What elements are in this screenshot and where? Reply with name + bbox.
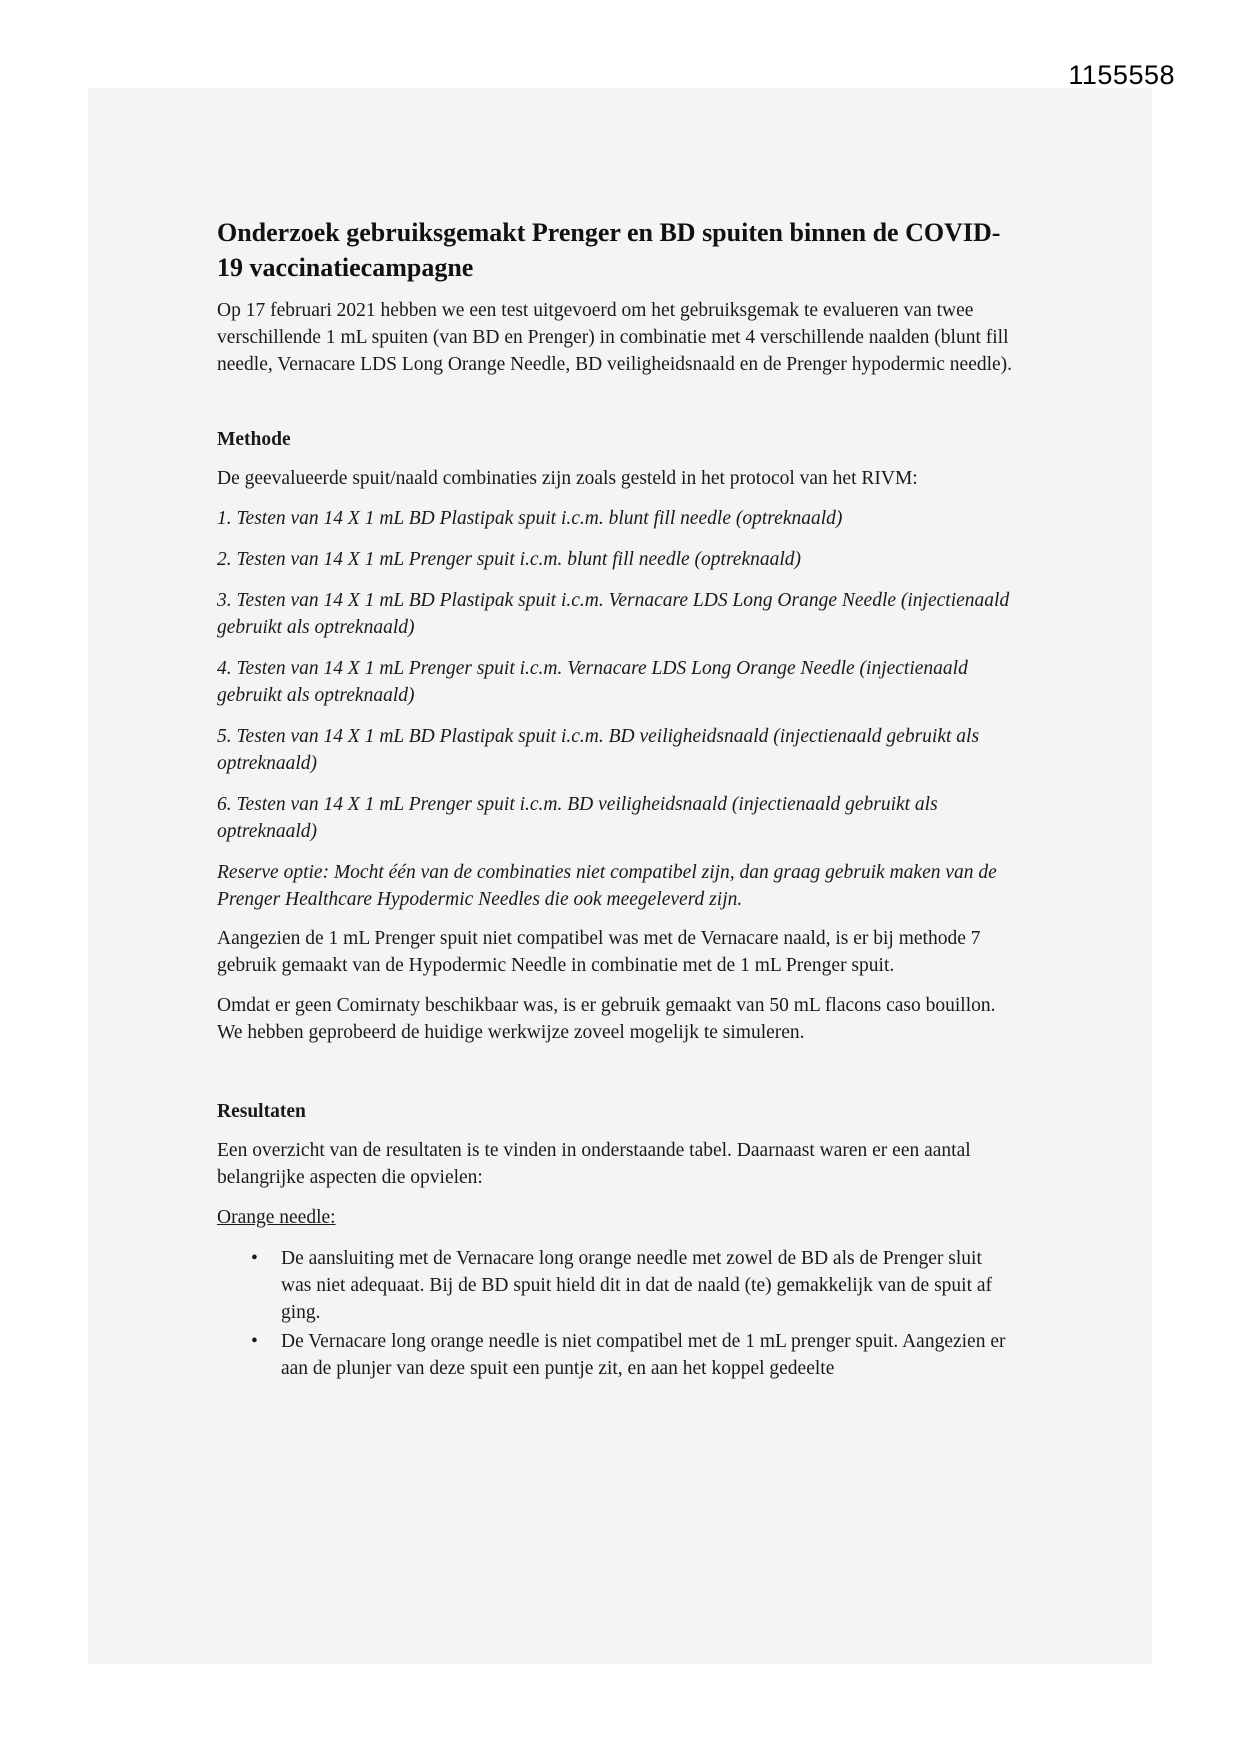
- list-item: [251, 1245, 1017, 1326]
- document-title: Onderzoek gebruiksgemakt Prenger en BD spuiten binnen de COVID-19 vaccinatiecampagne: [217, 218, 1001, 282]
- method-item-4: 4. Testen van 14 X 1 mL Prenger spuit i.c.m. Vernacare LDS Long Orange Needle (injectienaald gebruikt als optreknaald): [217, 658, 968, 706]
- resultaten-lead: Een overzicht van de resultaten is te vinden in onderstaande tabel. Daarnaast waren er een aantal belangrijke aspecten die opvielen:: [217, 1140, 971, 1188]
- bullet-icon: •: [251, 1331, 258, 1352]
- bullet-icon: •: [251, 1248, 258, 1269]
- results-bullet-list: [217, 1245, 1017, 1382]
- document-body: [217, 215, 1017, 1384]
- list-item-text: De Vernacare long orange needle is niet compatibel met de 1 mL prenger spuit. Aangezien er aan de plunjer van deze spuit een puntje zit, en aan het koppel gedeelte: [281, 1331, 1006, 1379]
- list-item: [251, 1328, 1017, 1382]
- methode-lead: De geevalueerde spuit/naald combinaties zijn zoals gesteld in het protocol van het RIVM:: [217, 468, 918, 489]
- document-id: 1155558: [1068, 60, 1175, 90]
- methode-paragraph-1: Aangezien de 1 mL Prenger spuit niet compatibel was met de Vernacare naald, is er bij methode 7 gebruik gemaakt van de Hypodermic Needle in combinatie met de 1 mL Prenger spuit.: [217, 928, 981, 976]
- reserve-option: Reserve optie: Mocht één van de combinaties niet compatibel zijn, dan graag gebruik maken van de Prenger Healthcare Hypodermic Needles die ook meegeleverd zijn.: [217, 862, 997, 910]
- intro-paragraph: Op 17 februari 2021 hebben we een test uitgevoerd om het gebruiksgemak te evalueren van twee verschillende 1 mL spuiten (van BD en Prenger) in combinatie met 4 verschillende naalden (blunt fill needle, Vernacare LDS Long Orange Needle, BD veiligheidsnaald en de Prenger hypodermic needle).: [217, 300, 1013, 375]
- method-item-1: 1. Testen van 14 X 1 mL BD Plastipak spuit i.c.m. blunt fill needle (optreknaald): [217, 508, 843, 529]
- method-item-3: 3. Testen van 14 X 1 mL BD Plastipak spuit i.c.m. Vernacare LDS Long Orange Needle (injectienaald gebruikt als optreknaald): [217, 590, 1010, 638]
- methode-paragraph-2: Omdat er geen Comirnaty beschikbaar was, is er gebruik gemaakt van 50 mL flacons caso bouillon. We hebben geprobeerd de huidige werkwijze zoveel mogelijk te simuleren.: [217, 995, 996, 1043]
- method-item-5: 5. Testen van 14 X 1 mL BD Plastipak spuit i.c.m. BD veiligheidsnaald (injectienaald gebruikt als optreknaald): [217, 726, 980, 774]
- methode-heading: Methode: [217, 429, 291, 450]
- list-item-text: De aansluiting met de Vernacare long orange needle met zowel de BD als de Prenger sluit was niet adequaat. Bij de BD spuit hield dit in dat de naald (te) gemakkelijk van de spuit af ging.: [281, 1248, 993, 1323]
- resultaten-heading: Resultaten: [217, 1101, 306, 1122]
- method-item-2: 2. Testen van 14 X 1 mL Prenger spuit i.c.m. blunt fill needle (optreknaald): [217, 549, 802, 570]
- method-item-6: 6. Testen van 14 X 1 mL Prenger spuit i.c.m. BD veiligheidsnaald (injectienaald gebruikt als optreknaald): [217, 794, 938, 842]
- orange-needle-subheading: Orange needle:: [217, 1207, 336, 1228]
